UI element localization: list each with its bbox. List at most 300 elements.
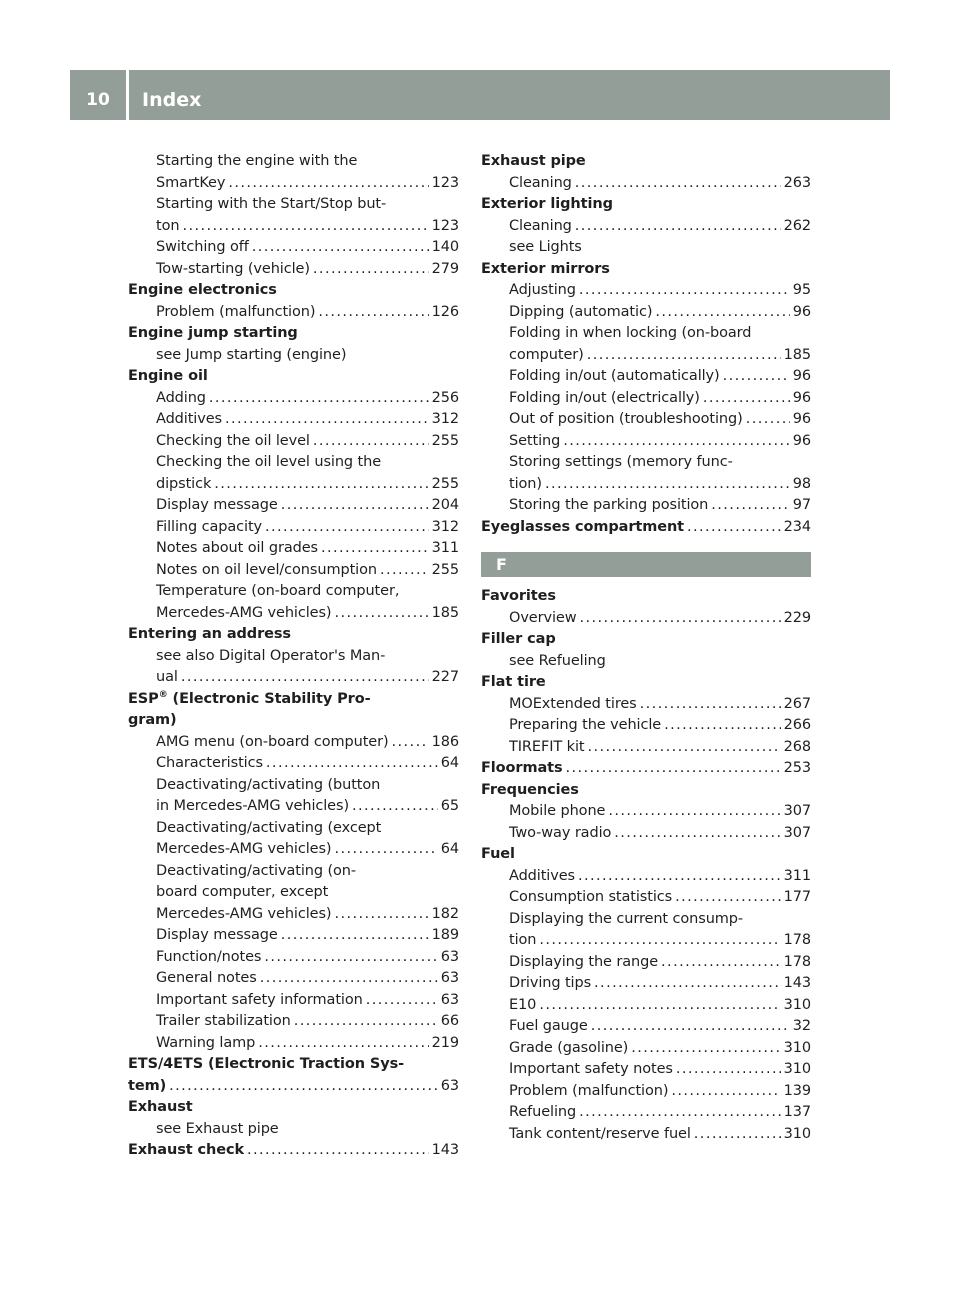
index-subentry [481,452,811,474]
index-subentry [128,796,459,818]
index-subentry [481,1059,811,1081]
page-reference: 143 [783,975,811,991]
index-subentry [481,909,811,931]
entry-text: Filling capacity [156,518,263,535]
entry-text: Preparing the vehicle [509,717,662,733]
entry-text: Function/notes [156,948,262,965]
dot-leader [545,474,790,496]
page-reference: 307 [783,803,811,819]
page-reference: 279 [431,260,459,277]
index-subentry [128,151,459,173]
entry-text: Folding in/out (electrically) [509,389,700,406]
index-subentry [481,801,811,823]
page-reference: 66 [440,1013,459,1029]
index-entry [128,1097,459,1119]
index-entry [481,780,811,802]
entry-text: Frequencies [481,781,579,798]
index-subentry [481,715,811,737]
dot-leader [694,1124,781,1146]
dot-leader [566,758,781,780]
dot-leader [281,495,429,517]
dot-leader [608,801,780,823]
entry-text: AMG menu (on-board computer) [156,733,389,750]
entry-text: Eyeglasses compartment [481,518,685,535]
letter-heading: F [481,552,811,577]
dot-leader [575,173,781,195]
dot-leader [579,280,790,302]
page-reference: 310 [783,1039,811,1056]
index-entry [481,194,811,216]
index-subentry [481,388,811,410]
entry-text: Displaying the current consump- [509,910,744,927]
entry-text: Folding in/out (automatically) [509,368,720,384]
index-subentry [128,990,459,1012]
entry-text: Displaying the range [509,953,659,970]
entry-text: Folding in when locking (on-board [509,325,752,341]
entry-text: Two-way radio [509,824,612,841]
entry-text: gram) [128,712,177,728]
index-subentry [128,904,459,926]
index-subentry [128,452,459,474]
page-reference: 255 [431,475,459,492]
page-reference: 307 [783,824,811,841]
index-entry [481,629,811,651]
dot-leader [392,732,429,754]
dot-leader [209,388,429,410]
index-subentry [128,302,459,324]
page-reference: 96 [792,411,811,427]
entry-text: Mercedes-AMG vehicles) [156,905,332,922]
index-entry [481,672,811,694]
dot-leader [587,345,781,367]
index-subentry [128,581,459,603]
index-subentry [481,1124,811,1146]
page-reference: 64 [440,755,459,771]
entry-text: SmartKey [156,174,226,191]
entry-text: Fuel [481,846,515,862]
entry-text: Mobile phone [509,803,606,819]
entry-text: Important safety information [156,991,363,1008]
page-reference: 268 [783,738,811,755]
dot-leader [579,608,780,630]
entry-text: E10 [509,996,537,1013]
entry-text: Deactivating/activating (except [156,819,382,836]
page-reference: 143 [431,1142,459,1158]
dot-leader [264,947,437,969]
index-subentry [128,1119,459,1141]
entry-text: ual [156,669,178,685]
entry-text: Display message [156,497,278,513]
index-subentry [481,887,811,909]
dot-leader [318,302,428,324]
index-subentry [481,952,811,974]
index-subentry [128,388,459,410]
entry-text: Exterior lighting [481,196,613,212]
dot-leader [266,753,438,775]
entry-text: Cleaning [509,174,572,191]
entry-text: Additives [509,867,575,884]
entry-text: dipstick [156,475,212,492]
index-subentry [128,818,459,840]
header-divider [126,70,129,120]
index-subentry [128,732,459,754]
entry-text: Mercedes-AMG vehicles) [156,841,332,857]
index-entry [128,1140,459,1162]
entry-text: Warning lamp [156,1034,256,1051]
dot-leader [591,1016,790,1038]
section-title: Index [142,89,202,111]
page-number: 10 [86,90,110,110]
index-subentry [481,1081,811,1103]
page-reference: 65 [440,798,459,814]
index-subentry [481,1038,811,1060]
index-entry [128,280,459,302]
index-subentry [128,237,459,259]
page-reference: 227 [431,669,459,685]
entry-text: Exhaust check [128,1142,244,1158]
entry-text: Overview [509,609,577,626]
index-subentry [128,259,459,281]
page-reference: 255 [431,432,459,449]
entry-text: Flat tire [481,674,546,690]
dot-leader [294,1011,438,1033]
entry-text: Trailer stabilization [156,1013,291,1029]
page-reference: 139 [783,1082,811,1099]
dot-leader [281,925,429,947]
entry-text: TIREFIT kit [509,738,585,755]
page-reference: 312 [431,411,459,427]
entry-text: Exhaust [128,1099,193,1115]
entry-text: Deactivating/activating (on- [156,862,357,879]
page-reference: 178 [783,953,811,970]
index-subentry [128,646,459,668]
index-subentry [128,861,459,883]
index-entry [128,1076,459,1098]
index-subentry [481,973,811,995]
dot-leader [676,1059,781,1081]
index-column-right [481,151,811,1145]
index-subentry [128,968,459,990]
dot-leader [321,538,429,560]
registered-mark: ® [158,689,168,700]
index-subentry [128,947,459,969]
entry-text: Setting [509,432,561,449]
entry-text: in Mercedes-AMG vehicles) [156,798,350,814]
dot-leader [214,474,428,496]
page-reference: 253 [783,760,811,776]
dot-leader [258,1033,428,1055]
entry-text: Filler cap [481,631,556,647]
dot-leader [335,603,429,625]
index-subentry [481,737,811,759]
entry-text: ETS/4ETS (Electronic Traction Sys- [128,1056,405,1072]
entry-text: computer) [509,346,584,363]
page-reference: 64 [440,841,459,857]
page-reference: 185 [783,346,811,363]
index-subentry [128,173,459,195]
page-reference: 97 [792,497,811,513]
index-subentry [481,280,811,302]
entry-text: Floormats [481,760,563,776]
entry-text: Notes about oil grades [156,540,319,556]
dot-leader [182,216,428,238]
index-subentry [481,474,811,496]
entry-text: Problem (malfunction) [509,1082,669,1099]
index-subentry [128,603,459,625]
dot-leader [539,930,780,952]
entry-text: Characteristics [156,755,263,771]
index-subentry [128,409,459,431]
index-subentry [128,431,459,453]
page-reference: 189 [431,927,459,943]
entry-text: Consumption statistics [509,889,673,905]
page-reference: 185 [431,604,459,621]
index-subentry [481,694,811,716]
dot-leader [313,431,429,453]
index-column-left [128,151,459,1162]
index-subentry [481,173,811,195]
entry-text: Engine jump starting [128,325,298,341]
entry-text: Starting the engine with the [156,153,358,169]
entry-text: Dipping (automatic) [509,303,653,320]
index-subentry [481,651,811,673]
index-subentry [481,431,811,453]
index-subentry [481,995,811,1017]
entry-text: Engine oil [128,368,208,384]
index-subentry [128,882,459,904]
index-subentry [128,839,459,861]
page-reference: 186 [431,733,459,750]
dot-leader [675,887,781,909]
entry-text: Switching off [156,239,249,255]
page-reference: 123 [431,174,459,191]
page-reference: 96 [792,303,811,320]
entry-text: Storing the parking position [509,497,709,513]
dot-leader [366,990,438,1012]
entry-text: General notes [156,970,257,986]
dot-leader [746,409,790,431]
index-subentry [128,194,459,216]
entry-text: Adding [156,389,206,406]
index-subentry [481,1016,811,1038]
dot-leader [578,866,781,888]
index-subentry [481,237,811,259]
page-reference: 263 [783,174,811,191]
entry-text: Additives [156,411,222,427]
dot-leader [640,694,781,716]
entry-text: see Refueling [509,652,606,669]
dot-leader [687,517,781,539]
entry-text: MOExtended tires [509,695,637,712]
page-reference: 266 [783,717,811,733]
entry-text: tem) [128,1077,167,1094]
dot-leader [335,839,438,861]
entry-text: Favorites [481,588,556,604]
dot-leader [661,952,781,974]
page-reference: 255 [431,561,459,578]
page-reference: 140 [431,239,459,255]
entry-text: Temperature (on-board computer, [156,583,400,599]
page-reference: 63 [440,970,459,986]
index-subentry [481,409,811,431]
page-reference: 262 [783,217,811,234]
entry-text: Mercedes-AMG vehicles) [156,604,332,621]
index-subentry [481,366,811,388]
page-reference: 63 [440,948,459,965]
entry-text: Important safety notes [509,1061,673,1077]
entry-text: Exterior mirrors [481,260,610,277]
entry-text: Grade (gasoline) [509,1039,629,1056]
index-subentry [481,823,811,845]
index-subentry [128,775,459,797]
page-reference: 256 [431,389,459,406]
dot-leader [655,302,789,324]
entry-text: ESP® (Electronic Stability Pro- [128,689,371,707]
index-subentry [481,930,811,952]
index-subentry [481,1102,811,1124]
index-subentry [128,667,459,689]
page-reference: 123 [431,217,459,234]
dot-leader [335,904,429,926]
index-entry [128,1054,459,1076]
index-subentry [128,495,459,517]
index-entry [481,586,811,608]
dot-leader [631,1038,780,1060]
entry-text: Cleaning [509,217,572,234]
dot-leader [352,796,438,818]
page-reference: 229 [783,609,811,626]
dot-leader [723,366,790,388]
entry-text: see Jump starting (engine) [156,346,347,363]
entry-text: tion [509,932,537,948]
index-subentry [481,345,811,367]
index-subentry [128,538,459,560]
page-reference: 95 [792,282,811,298]
dot-leader [664,715,781,737]
page-reference: 182 [431,905,459,922]
index-subentry [481,323,811,345]
index-entry [481,151,811,173]
page-reference: 32 [792,1018,811,1034]
entry-text: tion) [509,475,542,492]
page-reference: 177 [783,889,811,905]
index-entry [481,758,811,780]
page-reference: 310 [783,1125,811,1142]
page-reference: 63 [440,1077,459,1094]
index-subentry [128,753,459,775]
entry-text: Driving tips [509,975,592,991]
index-entry [128,624,459,646]
entry-text: Tank content/reserve fuel [509,1125,691,1142]
page-reference: 126 [431,303,459,320]
entry-text: see Exhaust pipe [156,1120,279,1137]
entry-text: Deactivating/activating (button [156,776,381,793]
dot-leader [563,431,790,453]
index-subentry [128,925,459,947]
dot-leader [671,1081,780,1103]
dot-leader [703,388,790,410]
entry-text-continued: (Electronic Stability Pro- [167,690,371,707]
entry-text: Storing settings (memory func- [509,454,733,470]
entry-text: ton [156,217,180,234]
entry-text: see also Digital Operator's Man- [156,647,386,664]
entry-text: Exhaust pipe [481,153,586,169]
page-reference: 312 [431,518,459,535]
dot-leader [247,1140,429,1162]
entry-text: Tow-starting (vehicle) [156,260,310,277]
page-reference: 96 [792,368,811,384]
entry-text: Engine electronics [128,282,277,298]
index-entry [481,844,811,866]
index-entry [128,710,459,732]
entry-text: Entering an address [128,626,291,642]
page-reference: 219 [431,1034,459,1051]
dot-leader [594,973,781,995]
entry-text: Checking the oil level using the [156,454,382,470]
index-entry [128,323,459,345]
page-reference: 234 [783,518,811,535]
entry-text: board computer, except [156,884,329,900]
entry-text: Out of position (troubleshooting) [509,411,743,427]
page-reference: 267 [783,695,811,712]
dot-leader [260,968,438,990]
index-subentry [481,495,811,517]
page-reference: 311 [431,540,459,556]
dot-leader [225,409,429,431]
page-reference: 96 [792,432,811,449]
index-subentry [481,608,811,630]
entry-text: Checking the oil level [156,432,310,449]
entry-text: see Lights [509,239,582,255]
entry-text: Adjusting [509,282,576,298]
index-subentry [481,866,811,888]
page-reference: 63 [440,991,459,1008]
page-reference: 96 [792,389,811,406]
page-reference: 204 [431,497,459,513]
dot-leader [614,823,780,845]
index-subentry [128,1033,459,1055]
page-reference: 178 [783,932,811,948]
dot-leader [313,259,429,281]
index-entry [128,689,459,711]
dot-leader [711,495,789,517]
index-subentry [128,345,459,367]
index-subentry [128,216,459,238]
page-reference: 98 [792,475,811,492]
dot-leader [265,517,429,539]
index-entry [481,259,811,281]
index-entry [481,517,811,539]
entry-text: Notes on oil level/consumption [156,561,377,578]
entry-text: Fuel gauge [509,1018,588,1034]
dot-leader [587,737,780,759]
index-subentry [128,517,459,539]
entry-text: Problem (malfunction) [156,303,316,320]
page-reference: 310 [783,1061,811,1077]
dot-leader [575,216,781,238]
index-subentry [128,560,459,582]
index-subentry [128,474,459,496]
index-subentry [481,302,811,324]
dot-leader [228,173,428,195]
entry-text: Display message [156,927,278,943]
entry-text: Refueling [509,1104,577,1120]
dot-leader [579,1102,780,1124]
dot-leader [169,1076,438,1098]
index-subentry [481,216,811,238]
page-reference: 310 [783,996,811,1013]
dot-leader [380,560,429,582]
